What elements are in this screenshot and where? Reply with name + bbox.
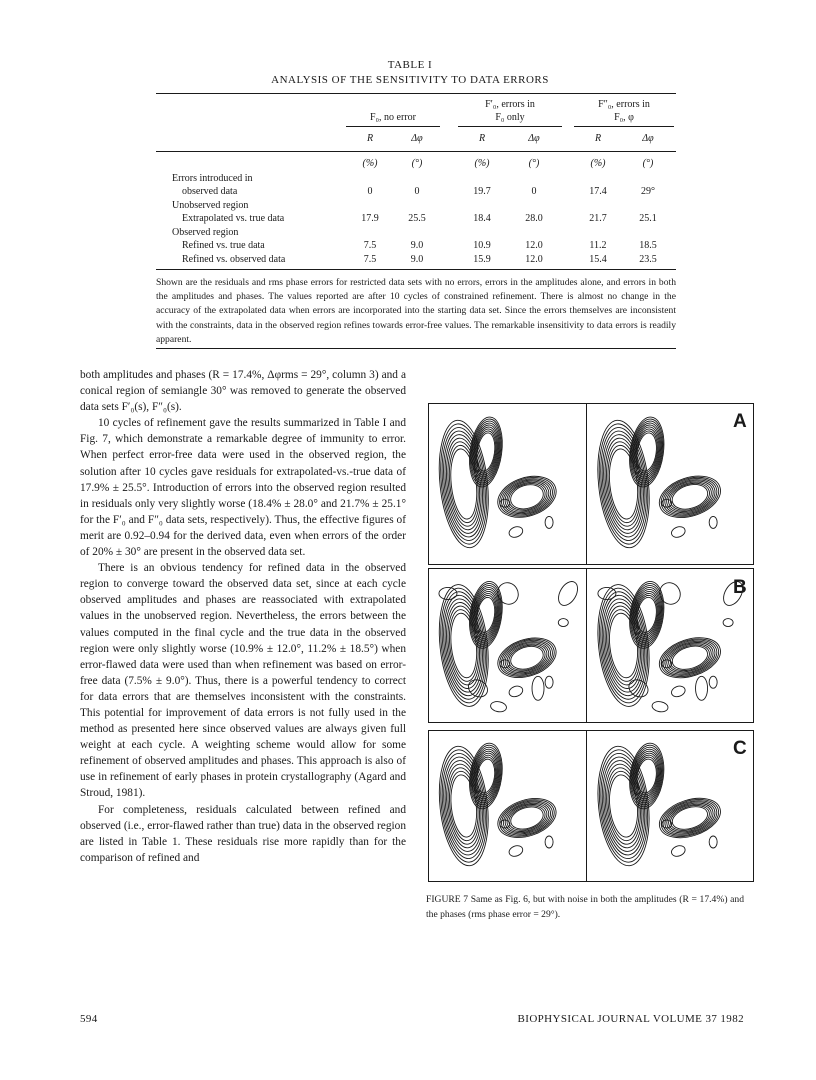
unit-label: (%) (362, 158, 378, 169)
page-number: 594 (80, 1013, 98, 1025)
journal-footer: BIOPHYSICAL JOURNAL VOLUME 37 1982 (517, 1013, 744, 1025)
table-top-rule (156, 93, 676, 94)
table-cell: 15.9 (473, 254, 491, 265)
contour-map (587, 569, 753, 722)
body-column (80, 367, 406, 866)
column-header: R (366, 133, 374, 144)
table-header-rule (156, 151, 676, 152)
table-note: Shown are the residuals and rms phase errors for restricted data sets with no errors, errors in the amplitudes alone, and errors in both the amplitudes and phases. The values reported are after 10 cycles of constrained refinement. There is almost no change in the accuracy of the extrapolated data when errors are incorporated into the starting data set. Since the errors themselves are inconsistent with the constraints, data in the observed region refines towards error-free values. The remarkable insensitivity to data errors is readily apparent. (156, 277, 676, 345)
table-cell: 18.4 (473, 213, 491, 224)
table-cell: 9.0 (410, 240, 424, 251)
column-header: Δφ (528, 133, 540, 144)
table-cell: 12.0 (525, 254, 543, 265)
panel-b-right (586, 568, 754, 723)
row-label: Refined vs. true data (182, 240, 265, 251)
group-rule-3 (574, 126, 674, 127)
paragraph-4: For completeness, residuals calculated between refined and observed (i.e., error-flawed rather than true) data in the observed region are listed in Table 1. These residuals rise more rapidly than for the comparison of refined and (80, 803, 406, 864)
unit-label: (°) (642, 158, 654, 169)
contour-map (587, 731, 753, 881)
table-cell: 12.0 (525, 240, 543, 251)
table-cell: 25.1 (639, 213, 657, 224)
table-cell: 0 (414, 186, 420, 197)
row-label: Refined vs. observed data (182, 254, 286, 265)
table-cell: 17.4 (589, 186, 607, 197)
table-cell: 0 (367, 186, 373, 197)
group-header-3-line1: F″₀, errors in (598, 99, 650, 110)
table-note-rule (156, 348, 676, 349)
table-cell: 10.9 (473, 240, 491, 251)
table-cell: 11.2 (589, 240, 607, 251)
column-header: R (594, 133, 602, 144)
table-cell: 23.5 (639, 254, 657, 265)
table-cell: 15.4 (589, 254, 607, 265)
row-label: observed data (182, 186, 238, 197)
figure-caption (426, 893, 744, 922)
table-cell: 25.5 (408, 213, 426, 224)
column-header: Δφ (411, 133, 423, 144)
group-rule-2 (458, 126, 562, 127)
group-header-1: F₀, no error (370, 112, 416, 123)
row-label: Unobserved region (172, 200, 249, 211)
group-header-2-line1: F′₀, errors in (485, 99, 535, 110)
group-rule-1 (346, 126, 440, 127)
group-header-3-line2: F₀, φ (614, 112, 634, 123)
table-cell: 7.5 (363, 254, 377, 265)
paragraph-2: 10 cycles of refinement gave the results summarized in Table I and Fig. 7, which demonstrate a remarkable degree of immunity to error. When perfect error-free data were used in the observed region, the solution after 10 cycles gave residuals for extrapolated-vs.-true data of 17.9% ± 25.5°. Introduction of errors into the observed region resulted in residuals only very slightly worse (18.4% ± 28.0° and 21.7% ± 25.1° for the F′₀ and F″₀ data sets, respectively). Thus, the effective figures of merit are 0.92–0.94 for the derived data, even when errors of the order of 20% ± 30° are present in the observed data set. (80, 417, 406, 559)
table-cell: 17.9 (361, 213, 379, 224)
table-cell: 0 (531, 186, 537, 197)
paragraph-3: There is an obvious tendency for refined data in the observed region to converge toward the observed data set, since at each cycle observed amplitudes and phases are reassociated with extrapolated values in the unobserved region. Nevertheless, the errors between the values computed in the final cycle and the true data in the observed region were only slightly worse (10.9% ± 12.0°, 11.2% ± 18.5°) when error-flawed data were used than when refinement was based on error-free data (7.5% ± 9.0°). Thus, there is a powerful tendency to correct for data errors that are themselves inconsistent with the constraints. This potential for improvement of data errors is not fully used in the method as presented here since observed values are always given full weight at each cycle. A weighting scheme would allow for some refinement of observed amplitudes and phases. This approach is also of use in refinement of early phases in protein crystallography (Agard and Stroud, 1981). (80, 562, 406, 800)
table-cell: 28.0 (525, 213, 543, 224)
table-cell: 7.5 (363, 240, 377, 251)
column-header: Δφ (642, 133, 654, 144)
panel-c-right (586, 730, 754, 882)
paragraph-1: both amplitudes and phases (R = 17.4%, Δφrms = 29°, column 3) and a conical region of semiangle 30° was removed to generate the observed data sets F′₀(s), F″₀(s). (80, 369, 406, 414)
contour-map (429, 404, 587, 564)
table-cell: 19.7 (473, 186, 491, 197)
table-cell: 18.5 (639, 240, 657, 251)
unit-label: (°) (411, 158, 423, 169)
panel-a-right (586, 403, 754, 565)
table-cell: 21.7 (589, 213, 607, 224)
panel-label-c: C (733, 738, 747, 759)
unit-label: (°) (528, 158, 540, 169)
row-label: Errors introduced in (172, 173, 253, 184)
table-cell: 29° (641, 186, 655, 197)
panel-c-left (428, 730, 588, 882)
contour-map (587, 404, 753, 564)
contour-map (429, 731, 587, 881)
unit-label: (%) (474, 158, 490, 169)
group-header-2-line2: F₀ only (495, 112, 525, 123)
table-title: ANALYSIS OF THE SENSITIVITY TO DATA ERRORS (271, 74, 549, 86)
unit-label: (%) (590, 158, 606, 169)
row-label: Extrapolated vs. true data (182, 213, 285, 224)
table-title-number: TABLE I (387, 59, 433, 71)
table-bottom-rule (156, 269, 676, 270)
caption-text: Same as Fig. 6, but with noise in both the amplitudes (R = 17.4%) and the phases (rms phase error = 29°). (426, 894, 744, 920)
panel-label-a: A (733, 411, 747, 432)
panel-b-left (428, 568, 588, 723)
panel-a-left (428, 403, 588, 565)
panel-label-b: B (733, 577, 747, 598)
contour-map (429, 569, 587, 722)
row-label: Observed region (172, 227, 239, 238)
caption-label: FIGURE 7 (426, 894, 469, 905)
table-cell: 9.0 (410, 254, 424, 265)
column-header: R (478, 133, 486, 144)
